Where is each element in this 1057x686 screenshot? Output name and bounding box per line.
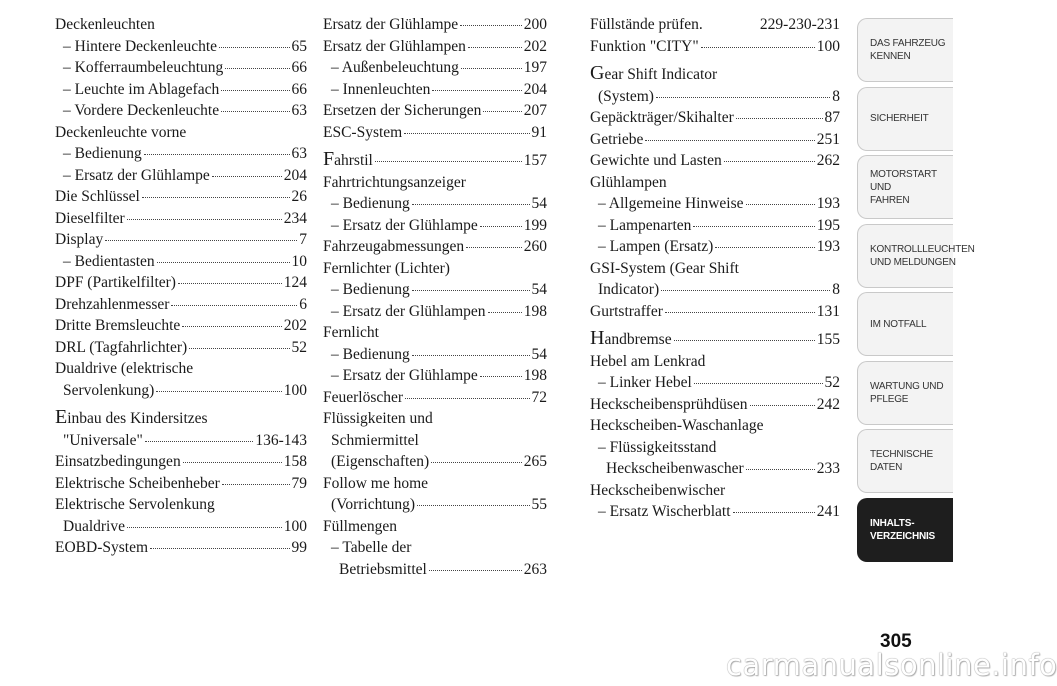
dot-leader [656, 97, 830, 98]
entry-text: GSI-System (Gear Shift [590, 259, 739, 277]
entry-text: Indicator) [598, 281, 660, 298]
index-entry [323, 172, 547, 194]
entry-text: Hebel am Lenkrad [590, 352, 706, 370]
entry-text: Ersetzen der Sicherungen [323, 102, 482, 119]
entry-page-ref: 204 [523, 80, 547, 98]
dot-leader [412, 204, 530, 205]
index-subentry [55, 79, 307, 101]
entry-page-ref: 54 [531, 195, 547, 212]
entry-text: – Linker Hebel [598, 374, 692, 391]
dot-leader [127, 219, 282, 220]
entry-page-ref: 202 [283, 317, 307, 334]
entry-page-ref: 54 [531, 281, 547, 298]
entry-page-ref: 233 [816, 460, 840, 477]
dot-leader [461, 68, 522, 69]
dot-leader [701, 47, 815, 48]
entry-text: Dualdrive (elektrische [55, 360, 194, 377]
dot-leader [431, 462, 522, 463]
entry-text: – Ersatz der Glühlampe [331, 367, 478, 384]
entry-page-ref: 241 [816, 503, 840, 520]
entry-page-ref: 7 [299, 231, 307, 248]
entry-page-ref: 52 [291, 338, 307, 356]
entry-text: Fernlicht [323, 324, 379, 341]
index-entry [590, 14, 840, 36]
entry-page-ref: 124 [283, 274, 307, 291]
entry-page-ref: 265 [523, 453, 547, 470]
index-entry [55, 122, 307, 144]
entry-page-ref: 158 [283, 453, 307, 470]
chapter-tab-label: KONTROLLLEUCHTEN UND MELDUNGEN [870, 243, 975, 268]
entry-page-ref: 197 [523, 59, 547, 76]
section-initial-letter: G [590, 62, 605, 84]
index-entry [55, 494, 307, 537]
index-subentry [590, 501, 840, 523]
index-section-start-entry [323, 149, 547, 172]
entry-text: – Ersatz der Glühlampen [331, 302, 486, 320]
entry-page-ref: 87 [824, 109, 840, 126]
dot-leader [375, 161, 522, 162]
index-entry [323, 36, 547, 58]
index-subentry [323, 193, 547, 215]
dot-leader [693, 226, 814, 227]
dot-leader [645, 140, 814, 141]
index-subentry [323, 215, 547, 237]
index-entry [590, 150, 840, 172]
entry-text: – Kofferraumbeleuchtung [63, 59, 224, 76]
entry-text: Fernlichter (Lichter) [323, 259, 450, 277]
entry-page-ref: 251 [816, 130, 840, 148]
entry-page-ref: 204 [283, 166, 307, 184]
index-entry [55, 14, 307, 36]
entry-page-ref: 72 [531, 388, 547, 406]
index-subentry [590, 437, 840, 480]
entry-page-ref: 8 [832, 281, 840, 298]
entry-page-ref: 262 [816, 152, 840, 169]
dot-leader [225, 68, 289, 69]
dot-leader [460, 25, 522, 26]
entry-text [323, 149, 373, 172]
chapter-tab[interactable] [857, 224, 975, 288]
index-entry [323, 122, 547, 144]
index-entry [55, 358, 307, 401]
dot-leader [150, 548, 290, 549]
dot-leader [404, 133, 529, 134]
index-entry [323, 387, 547, 409]
index-entry [590, 394, 840, 416]
entry-text: Einsatzbedingungen [55, 453, 181, 470]
chapter-tab-label: SICHERHEIT [870, 113, 929, 124]
index-entry [323, 408, 547, 473]
index-subentry [323, 57, 547, 79]
dot-leader [715, 247, 814, 248]
dot-leader [733, 512, 815, 513]
index-subentry [323, 344, 547, 366]
entry-text: Heckscheibenwischer [590, 481, 726, 499]
dot-leader [429, 570, 522, 571]
chapter-tab-label: MOTORSTART UND FAHREN [870, 168, 937, 206]
entry-page-ref: 100 [816, 37, 840, 55]
entry-text: Dieselfilter [55, 209, 125, 227]
index-entry [55, 537, 307, 559]
index-entry [323, 100, 547, 122]
entry-text [55, 407, 208, 430]
entry-text: Gurtstraffer [590, 302, 663, 320]
entry-text: Fahrtrichtungsanzeiger [323, 173, 466, 191]
index-column-1 [55, 14, 307, 559]
index-entry [55, 229, 307, 251]
index-section-start-entry [55, 407, 307, 451]
index-entry [590, 351, 840, 373]
entry-page-ref: 198 [523, 302, 547, 320]
entry-text: "Universale" [63, 431, 143, 449]
entry-text: Füllstände prüfen. [590, 16, 703, 33]
entry-text-rest: ear Shift Indicator [604, 66, 718, 83]
entry-text: Heckscheiben-Waschanlage [590, 417, 764, 434]
dot-leader [736, 118, 823, 119]
index-entry [55, 337, 307, 359]
entry-page-ref: 155 [816, 331, 840, 348]
entry-text: Füllmengen [323, 517, 398, 535]
entry-text: Glühlampen [590, 173, 667, 191]
entry-page-ref: 131 [816, 302, 840, 320]
entry-text: DPF (Partikelfilter) [55, 274, 176, 291]
entry-page-ref: 195 [816, 216, 840, 234]
index-subentry [590, 372, 840, 394]
entry-text: Feuerlöscher [323, 388, 404, 406]
dot-leader [145, 441, 254, 442]
index-entry [55, 272, 307, 294]
dot-leader [694, 383, 823, 384]
entry-text: Servolenkung) [63, 381, 155, 399]
entry-page-ref: 63 [291, 102, 307, 119]
chapter-tab[interactable] [857, 155, 953, 219]
entry-text: Dritte Bremsleuchte [55, 317, 181, 334]
dot-leader [183, 462, 282, 463]
index-subentry [590, 215, 840, 237]
chapter-tab[interactable] [857, 87, 953, 151]
chapter-tab-sidebar [857, 18, 975, 566]
chapter-tab-label: IM NOTFALL [870, 318, 927, 330]
dot-leader [480, 226, 522, 227]
entry-page-ref: 242 [816, 395, 840, 413]
entry-page-ref: 63 [291, 145, 307, 162]
dot-leader [157, 262, 290, 263]
dot-leader [156, 391, 281, 392]
dot-leader [412, 355, 530, 356]
index-column-2 [323, 14, 547, 580]
entry-page-ref: 157 [523, 152, 547, 169]
entry-page-ref: 66 [291, 59, 307, 76]
section-initial-letter: H [590, 327, 605, 349]
entry-text-rest: ahrstil [334, 152, 373, 169]
entry-text: Deckenleuchte vorne [55, 123, 187, 141]
entry-text: – Flüssigkeitsstand [598, 438, 717, 456]
index-subentry [590, 193, 840, 215]
index-entry [590, 107, 840, 129]
dot-leader [412, 290, 530, 291]
entry-text: Heckscheibenwascher [606, 460, 744, 477]
entry-text: (Vorrichtung) [331, 496, 416, 513]
entry-text: Gewichte und Lasten [590, 152, 722, 169]
dot-leader [222, 484, 290, 485]
index-entry [590, 129, 840, 151]
entry-text: – Außenbeleuchtung [331, 59, 459, 76]
index-entry [323, 258, 547, 280]
dot-leader [405, 398, 529, 399]
entry-text: – Bedienung [331, 281, 410, 298]
entry-text: – Innenleuchten [331, 80, 431, 98]
chapter-tab-label: TECHNISCHE DATEN [870, 449, 934, 473]
entry-text: Display [55, 231, 104, 248]
entry-page-ref: 66 [291, 80, 307, 98]
dot-leader [144, 154, 290, 155]
section-initial-letter: E [55, 406, 68, 428]
chapter-tab[interactable] [857, 429, 953, 493]
dot-leader [483, 111, 521, 112]
entry-text: Follow me home [323, 474, 429, 492]
entry-page-ref: 200 [523, 16, 547, 33]
entry-page-ref: 65 [291, 37, 307, 55]
entry-text: – Ersatz der Glühlampe [63, 166, 210, 184]
dot-leader [661, 290, 830, 291]
entry-page-ref: 54 [531, 345, 547, 363]
entry-page-ref: 8 [832, 87, 840, 105]
entry-text: Elektrische Scheibenheber [55, 474, 220, 492]
chapter-tab-active[interactable] [857, 498, 953, 562]
entry-text: (Eigenschaften) [331, 453, 430, 470]
entry-text: Heckscheibensprühdüsen [590, 395, 748, 413]
index-entry [323, 322, 547, 344]
dot-leader [212, 176, 282, 177]
entry-text-rest: inbau des Kindersitzes [67, 410, 208, 427]
chapter-tab-label: WARTUNG UND PFLEGE [870, 380, 944, 405]
chapter-tab[interactable] [857, 292, 953, 356]
chapter-tab[interactable] [857, 361, 953, 425]
dot-leader [466, 247, 522, 248]
index-entry [590, 480, 840, 502]
entry-text-rest: andbremse [604, 331, 672, 348]
entry-page-ref: 52 [824, 374, 840, 391]
index-entry [590, 415, 840, 437]
index-entry [55, 294, 307, 316]
index-entry [55, 473, 307, 495]
entry-text: ESC-System [323, 123, 403, 141]
entry-page-ref: 193 [816, 195, 840, 212]
entry-text: – Tabelle der [331, 539, 412, 556]
dot-leader [665, 312, 815, 313]
dot-leader [221, 111, 289, 112]
entry-text: – Leuchte im Ablagefach [63, 80, 220, 98]
dot-leader [488, 312, 522, 313]
entry-text: – Lampen (Ersatz) [598, 238, 714, 255]
entry-text: DRL (Tagfahrlichter) [55, 338, 188, 356]
entry-page-ref: 199 [523, 216, 547, 234]
entry-page-ref: 202 [523, 37, 547, 55]
index-subentry [323, 365, 547, 387]
entry-text: Ersatz der Glühlampen [323, 37, 466, 55]
index-subentry [55, 36, 307, 58]
index-subentry [590, 236, 840, 258]
index-subentry [323, 79, 547, 101]
entry-text [590, 328, 672, 351]
dot-leader [417, 505, 529, 506]
entry-text: Gepäckträger/Skihalter [590, 109, 734, 126]
section-initial-letter: F [323, 148, 335, 170]
entry-text: – Lampenarten [598, 216, 692, 234]
index-entry [323, 14, 547, 36]
dot-leader [142, 197, 290, 198]
index-subentry [55, 251, 307, 273]
index-subentry [55, 165, 307, 187]
watermark-text: carmanualsonline.info [726, 648, 1057, 682]
dot-leader [724, 161, 815, 162]
dot-leader [219, 47, 289, 48]
dot-leader [480, 376, 522, 377]
entry-page-ref: 79 [291, 474, 307, 492]
index-entry [323, 473, 547, 516]
entry-page-ref: 100 [283, 517, 307, 535]
entry-text: – Ersatz Wischerblatt [598, 503, 731, 520]
chapter-tab[interactable] [857, 18, 953, 82]
entry-text: – Vordere Deckenleuchte [63, 102, 220, 119]
index-subentry [323, 301, 547, 323]
index-subentry [323, 537, 547, 580]
index-entry [323, 516, 547, 538]
entry-page-ref: 260 [523, 238, 547, 255]
dot-leader [746, 204, 815, 205]
entry-page-ref: 136-143 [255, 431, 307, 449]
entry-text: Die Schlüssel [55, 188, 140, 205]
dot-leader [432, 90, 521, 91]
entry-text: Flüssigkeiten und [323, 410, 433, 427]
dot-leader [189, 348, 289, 349]
entry-text: Elektrische Servolenkung [55, 496, 215, 513]
dot-leader [221, 90, 289, 91]
index-entry [590, 258, 840, 301]
index-entry [55, 186, 307, 208]
entry-text: – Ersatz der Glühlampe [331, 216, 478, 234]
entry-text: Getriebe [590, 130, 644, 148]
index-subentry [55, 100, 307, 122]
entry-text: Dualdrive [63, 517, 125, 535]
entry-text: EOBD-System [55, 539, 148, 556]
entry-page-ref: 193 [816, 238, 840, 255]
index-entry [55, 315, 307, 337]
entry-page-ref: 229-230-231 [759, 16, 840, 33]
index-subentry [323, 279, 547, 301]
index-entry [55, 208, 307, 230]
index-subentry [55, 57, 307, 79]
entry-text [590, 63, 717, 86]
index-entry [323, 236, 547, 258]
index-subentry [55, 143, 307, 165]
chapter-tab-label: DAS FAHRZEUG KENNEN [870, 38, 946, 62]
entry-text: Betriebsmittel [339, 560, 427, 578]
index-section-start-entry [590, 328, 840, 351]
index-entry [590, 301, 840, 323]
entry-page-ref: 91 [531, 123, 547, 141]
index-entry [590, 172, 840, 194]
index-section-start-entry [590, 63, 840, 107]
entry-text: Schmiermittel [331, 431, 419, 449]
entry-text: (System) [598, 87, 654, 105]
entry-text: Ersatz der Glühlampe [323, 16, 459, 33]
page-number: 305 [880, 631, 912, 652]
entry-page-ref: 99 [291, 539, 307, 556]
index-entry [55, 451, 307, 473]
entry-page-ref: 234 [283, 209, 307, 227]
dot-leader [182, 326, 282, 327]
entry-page-ref: 198 [523, 367, 547, 384]
entry-page-ref: 100 [283, 381, 307, 399]
entry-page-ref: 10 [291, 252, 307, 270]
dot-leader [171, 305, 297, 306]
dot-leader [178, 283, 282, 284]
entry-text: – Allgemeine Hinweise [598, 195, 744, 212]
entry-text: – Bedienung [63, 145, 142, 162]
chapter-tab-label: INHALTS- VERZEICHNIS [870, 517, 936, 542]
entry-page-ref: 6 [299, 295, 307, 313]
entry-text: – Bedienung [331, 345, 410, 363]
entry-text: Fahrzeugabmessungen [323, 238, 465, 255]
dot-leader [105, 240, 297, 241]
entry-text: – Hintere Deckenleuchte [63, 37, 218, 55]
dot-leader [127, 527, 282, 528]
index-column-3 [590, 14, 840, 523]
dot-leader [746, 469, 815, 470]
entry-page-ref: 55 [531, 496, 547, 513]
entry-text: Funktion "CITY" [590, 37, 699, 55]
dot-leader [468, 47, 522, 48]
entry-page-ref: 26 [291, 188, 307, 205]
index-entry [590, 36, 840, 58]
dot-leader [674, 340, 815, 341]
entry-text: Drehzahlenmesser [55, 295, 170, 313]
entry-page-ref: 207 [523, 102, 547, 119]
entry-text: – Bedientasten [63, 252, 155, 270]
dot-leader [750, 405, 815, 406]
entry-page-ref: 263 [523, 560, 547, 578]
entry-text: Deckenleuchten [55, 16, 155, 33]
entry-text: – Bedienung [331, 195, 410, 212]
